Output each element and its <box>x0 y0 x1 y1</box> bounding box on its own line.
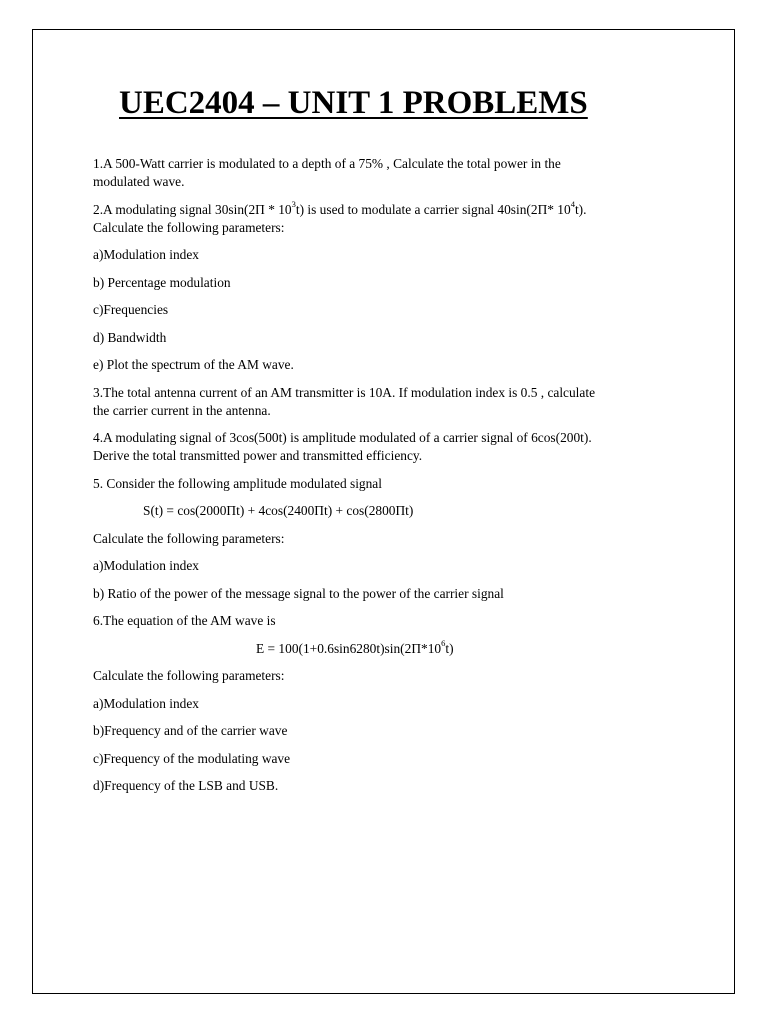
question-1-line-2: modulated wave. <box>93 174 185 189</box>
question-2-line-1 <box>93 201 693 219</box>
question-4-line-2: Derive the total transmitted power and transmitted efficiency. <box>93 448 423 463</box>
question-2-part-d: d) Bandwidth <box>93 329 167 345</box>
q6-eq-sup: 6 <box>441 638 446 649</box>
q2-text-a: 2.A modulating signal 30sin(2Π * 10 <box>93 201 292 217</box>
problem-list <box>93 155 693 805</box>
question-6-line-2: Calculate the following parameters: <box>93 668 285 683</box>
question-2-part-a: a)Modulation index <box>93 247 199 262</box>
question-4-line-1: 4.A modulating signal of 3cos(500t) is amplitude modulated of a carrier signal of 6cos(200t). <box>93 430 592 445</box>
q6-eq-a: E = 100(1+0.6sin6280t)sin(2Π*10 <box>256 640 442 656</box>
q2-sup-2: 4 <box>570 199 575 210</box>
q2-text-b: t) is used to modulate a carrier signal 40sin(2Π* 10 <box>295 201 571 217</box>
question-6-equation <box>93 640 693 658</box>
question-6-part-d: d)Frequency of the LSB and USB. <box>93 778 279 793</box>
question-5-equation: S(t) = cos(2000Πt) + 4cos(2400Πt) + cos(2800Πt) <box>143 503 414 518</box>
question-2-part-e: e) Plot the spectrum of the AM wave. <box>93 357 294 372</box>
question-2-part-b: b) Percentage modulation <box>93 274 231 290</box>
question-3 <box>93 384 693 420</box>
q2-text-c: t). <box>574 201 587 217</box>
question-2-line-2: Calculate the following parameters: <box>93 219 285 235</box>
question-5-line-1: 5. Consider the following amplitude modulated signal <box>93 475 382 491</box>
question-5-part-a: a)Modulation index <box>93 558 199 573</box>
question-5-line-2: Calculate the following parameters: <box>93 530 285 546</box>
page-title: UEC2404 – UNIT 1 PROBLEMS <box>119 85 588 121</box>
q6-eq-b: t) <box>445 640 454 656</box>
question-6-line-1: 6.The equation of the AM wave is <box>93 613 276 628</box>
question-5-part-b: b) Ratio of the power of the message signal to the power of the carrier signal <box>93 585 504 601</box>
question-1 <box>93 155 693 191</box>
question-3-line-1: 3.The total antenna current of an AM transmitter is 10A. If modulation index is 0.5 , calculate <box>93 384 596 400</box>
question-6-part-a: a)Modulation index <box>93 695 199 711</box>
q2-sup-1: 3 <box>291 199 296 210</box>
question-2-part-c: c)Frequencies <box>93 302 169 317</box>
question-6-part-c: c)Frequency of the modulating wave <box>93 750 291 766</box>
question-1-line-1: 1.A 500-Watt carrier is modulated to a depth of a 75% , Calculate the total power in the <box>93 156 561 171</box>
question-2 <box>93 201 693 237</box>
question-3-line-2: the carrier current in the antenna. <box>93 402 271 418</box>
question-4 <box>93 429 693 465</box>
question-6-part-b: b)Frequency and of the carrier wave <box>93 723 288 738</box>
